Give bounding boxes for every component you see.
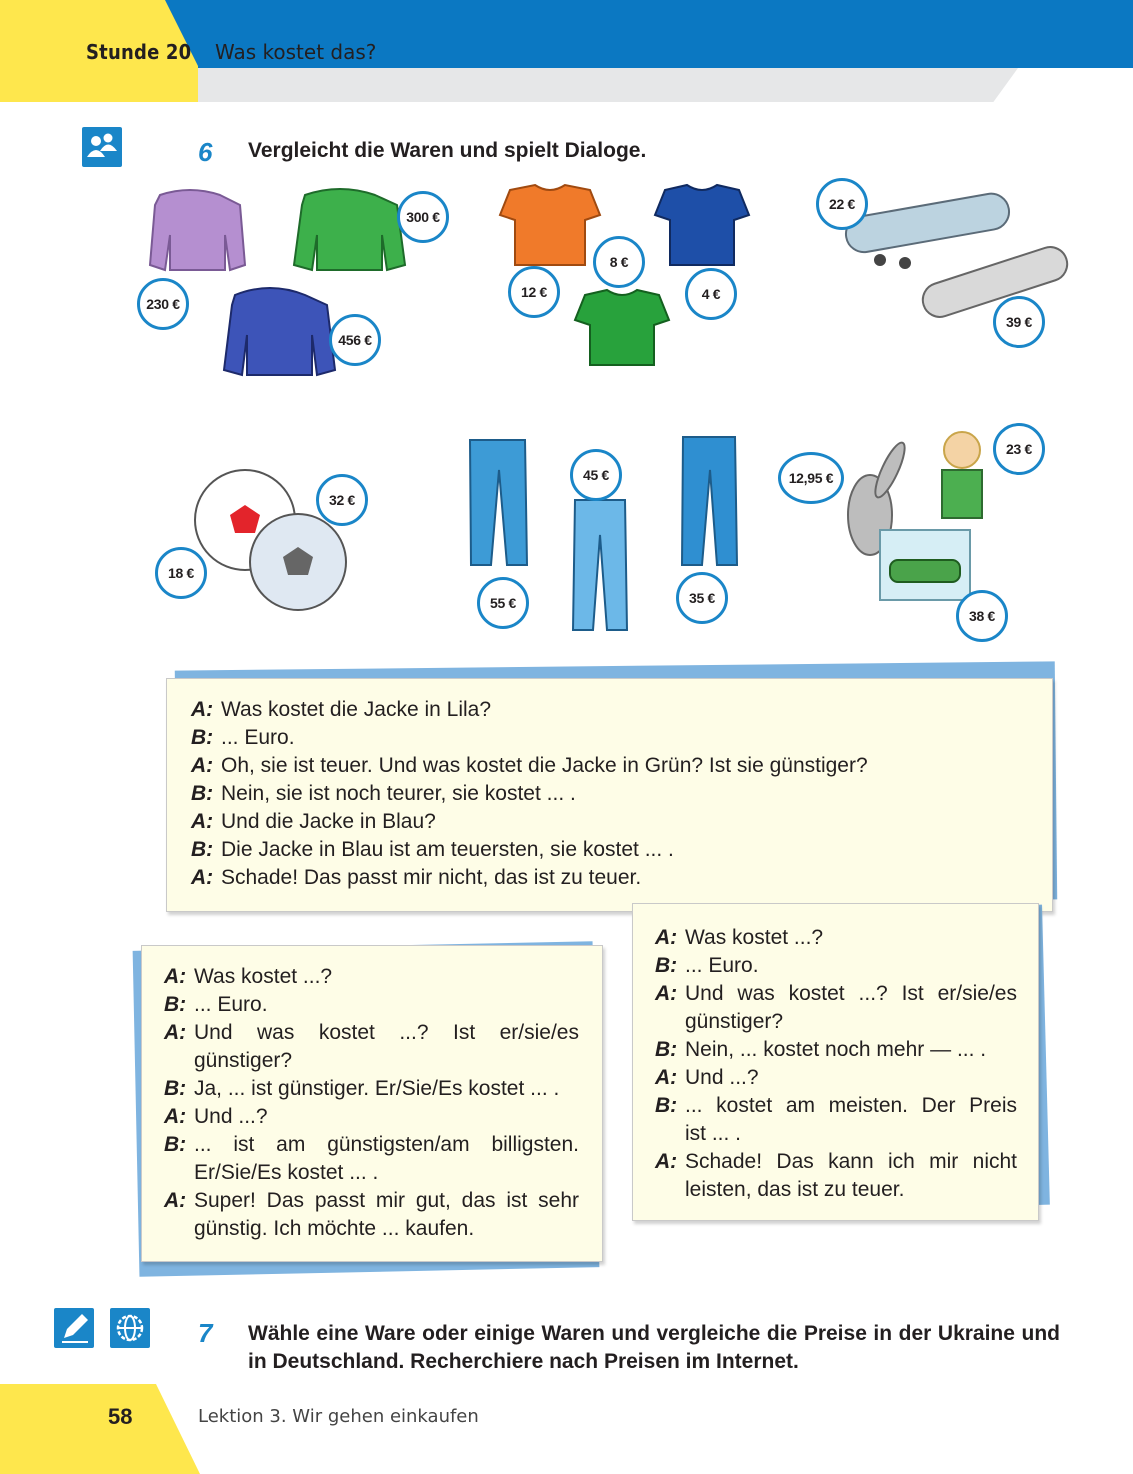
dialog-3-lines — [655, 924, 1017, 1204]
dialog-line: A: Und ...? — [164, 1105, 268, 1128]
lesson-topic: Was kostet das? — [215, 40, 377, 64]
dialog-line-cont: günstig. Ich möchte ... kaufen. — [194, 1217, 475, 1240]
price-tag-shirt-blue: 4 € — [685, 268, 737, 320]
dialog-line: B: Die Jacke in Blau ist am teuersten, sie kostet ... . — [191, 838, 674, 861]
price-tag-shirt-orange: 12 € — [508, 266, 560, 318]
dialog-line: A: Und ...? — [655, 1066, 759, 1089]
dialog-line: A: Was kostet ...? — [164, 965, 333, 988]
jacket-blue-image — [224, 288, 335, 375]
price-tag-ball-grey: 32 € — [316, 474, 368, 526]
jeans-2-image — [573, 500, 627, 630]
dialog-1-lines — [191, 696, 1011, 892]
price-tag-car: 38 € — [956, 590, 1008, 642]
dialog-line-cont: Er/Sie/Es kostet ... . — [194, 1161, 379, 1184]
dialog-line: A: Super! Das passt mir gut, das ist sehr — [164, 1189, 579, 1212]
dialog-line: A: Und was kostet ...? Ist er/sie/es — [164, 1021, 579, 1044]
dialog-2-lines — [164, 963, 579, 1243]
price-tag-doll: 23 € — [993, 423, 1045, 475]
dialog-line: A: Schade! Das passt mir nicht, das ist zu teuer. — [191, 866, 642, 889]
dialog-line-cont: leisten, das ist zu teuer. — [685, 1178, 905, 1201]
dialog-line: B: ... Euro. — [164, 993, 268, 1016]
shirt-green-image — [575, 290, 669, 365]
dialog-line: B: Nein, sie ist noch teurer, sie kostet ... . — [191, 782, 576, 805]
price-tag-jacket-green: 300 € — [397, 191, 449, 243]
dialog-line: B: ... kostet am meisten. Der Preis — [655, 1094, 1017, 1117]
price-tag-jacket-lila: 230 € — [137, 278, 189, 330]
car-toy-image — [880, 530, 970, 600]
jeans-3-image — [682, 437, 737, 565]
lesson-label: Stunde 20 — [86, 40, 192, 64]
dialog-line: A: Und was kostet ...? Ist er/sie/es — [655, 982, 1017, 1005]
globe-icon — [110, 1308, 150, 1348]
price-tag-jeans-2: 45 € — [570, 449, 622, 501]
dialog-line: A: Und die Jacke in Blau? — [191, 810, 436, 833]
price-tag-shirt-green: 8 € — [593, 236, 645, 288]
shirt-blue-image — [655, 185, 749, 265]
dialog-line-cont: günstiger? — [194, 1049, 293, 1072]
dialog-line-cont: günstiger? — [685, 1010, 784, 1033]
dialog-box-3 — [632, 903, 1039, 1221]
shirt-orange-image — [500, 185, 600, 265]
dialog-line: B: Ja, ... ist günstiger. Er/Sie/Es kostet ... . — [164, 1077, 560, 1100]
dialog-box-1 — [166, 678, 1053, 912]
footer-lesson: Lektion 3. Wir gehen einkaufen — [198, 1406, 479, 1427]
dialog-box-2 — [141, 945, 603, 1262]
dialog-line: A: Oh, sie ist teuer. Und was kostet die Jacke in Grün? Ist sie günstiger? — [191, 754, 868, 777]
pair-work-icon — [82, 127, 122, 167]
price-tag-jeans-1: 55 € — [477, 577, 529, 629]
pencil-icon — [54, 1308, 94, 1348]
price-tag-jacket-blue: 456 € — [329, 314, 381, 366]
dialog-line: B: Nein, ... kostet noch mehr — ... . — [655, 1038, 987, 1061]
jacket-green-image — [294, 189, 405, 270]
price-tag-ball-red: 18 € — [155, 547, 207, 599]
price-tag-jeans-3: 35 € — [676, 572, 728, 624]
dialog-line: A: Schade! Das kann ich mir nicht — [655, 1150, 1017, 1173]
task-7-text: Wähle eine Ware oder einige Waren und vergleiche die Preise in der Ukraine und in Deutschland. Recherchiere nach Preisen im Internet. — [248, 1322, 1060, 1373]
task-title: Vergleicht die Waren und spielt Dialoge. — [248, 139, 647, 162]
dialog-line: B: ... ist am günstigsten/am billigsten. — [164, 1133, 579, 1156]
skateboard-1-image — [843, 191, 1012, 269]
dialog-line: B: ... Euro. — [191, 726, 295, 749]
dialog-line: A: Was kostet die Jacke in Lila? — [191, 698, 492, 721]
page-number: 58 — [108, 1404, 133, 1429]
ball-grey-image — [250, 514, 346, 610]
price-tag-rabbit: 12,95 € — [778, 452, 844, 504]
dialog-line: A: Was kostet ...? — [655, 926, 824, 949]
task-number: 7 — [198, 1318, 213, 1348]
task-number: 6 — [198, 137, 213, 167]
header-grey-band — [198, 68, 1018, 102]
jacket-lila-image — [150, 190, 245, 270]
price-tag-skateboard-2: 39 € — [993, 296, 1045, 348]
price-tag-skateboard-1: 22 € — [816, 178, 868, 230]
dialog-line: B: ... Euro. — [655, 954, 759, 977]
jeans-1-image — [470, 440, 527, 565]
dialog-line-cont: ist ... . — [685, 1122, 742, 1145]
doll-toy-image — [942, 432, 982, 518]
footer-yellow-band — [0, 1384, 200, 1474]
